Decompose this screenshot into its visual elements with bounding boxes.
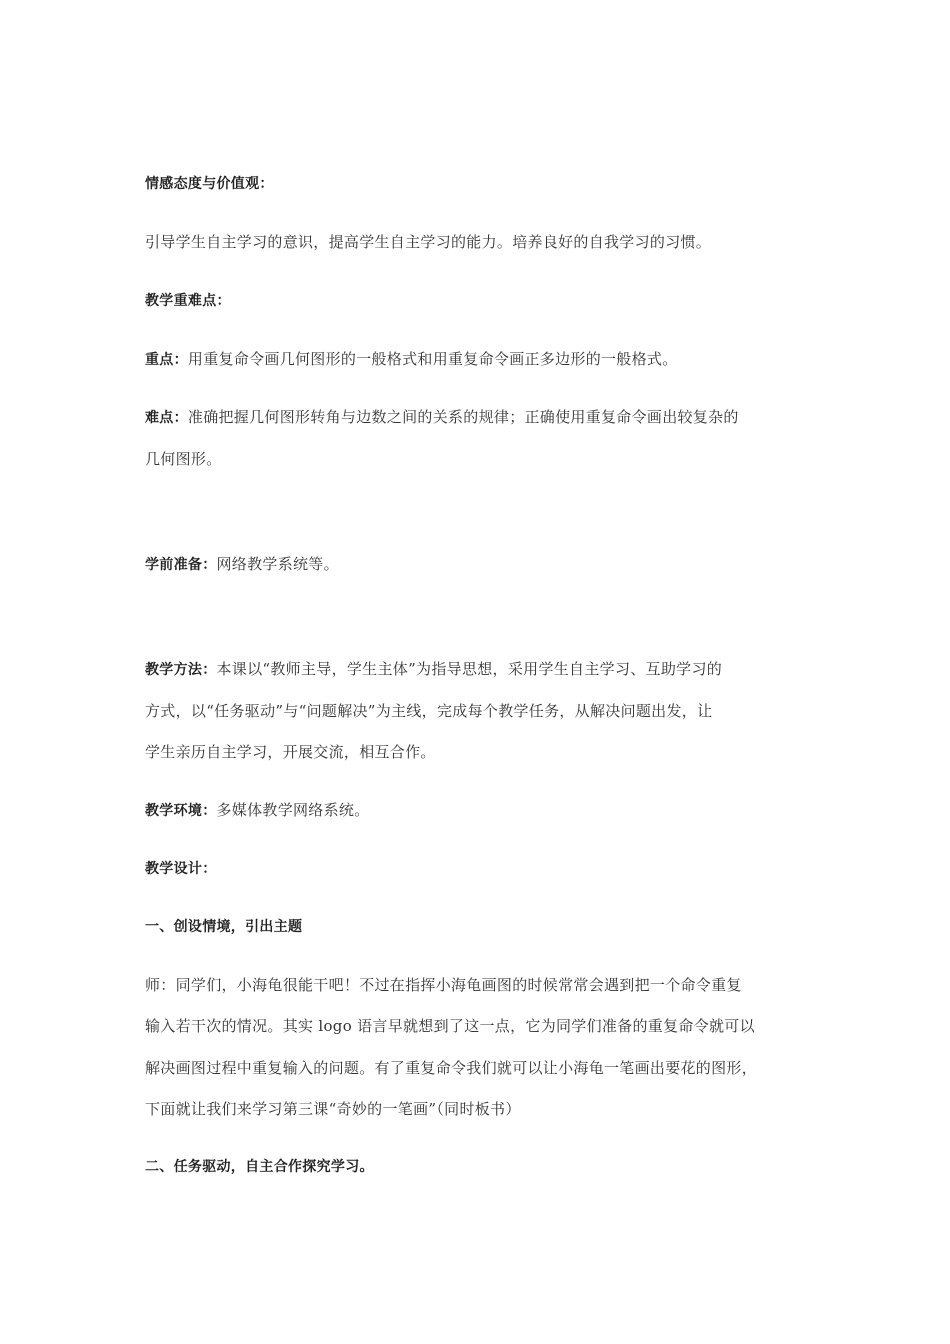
difficulty-label: 难点： — [145, 410, 188, 426]
teacher-text-line4: 下面就让我们来学习第三课“奇妙的一笔画”（同时板书） — [145, 1100, 521, 1118]
teacher-text-line2: 输入若干次的情况。其实 logo 语言早就想到了这一点，它为同学们准备的重复命令就可以 — [145, 1017, 755, 1035]
attitude-heading: 情感态度与价值观： — [145, 176, 274, 192]
method-paragraph — [145, 659, 810, 680]
difficulty-text-line1: 准确把握几何图形转角与边数之间的关系的规律；正确使用重复命令画出较复杂的 — [187, 408, 739, 426]
teacher-text-line1: 师：同学们，小海龟很能干吧！不过在指挥小海龟画图的时候常常会遇到把一个命令重复 — [145, 976, 742, 994]
difficulty-text-line2: 几何图形。 — [145, 450, 222, 468]
env-text: 多媒体教学网络系统。 — [216, 801, 370, 819]
teacher-text-line3: 解决画图过程中重复输入的问题。有了重复命令我们就可以让小海龟一笔画出要花的图形， — [145, 1059, 758, 1077]
key-point-text: 用重复命令画几何图形的一般格式和用重复命令画正多边形的一般格式。 — [187, 350, 678, 368]
difficulty-paragraph — [145, 407, 810, 428]
key-point-paragraph — [145, 349, 810, 370]
method-text-line1: 本课以“教师主导，学生主体”为指导思想，采用学生自主学习、互助学习的 — [216, 660, 723, 678]
key-points-heading: 教学重难点： — [145, 293, 231, 309]
prep-paragraph — [145, 554, 810, 575]
prep-label: 学前准备： — [145, 557, 217, 573]
prep-text: 网络教学系统等。 — [216, 555, 339, 573]
method-label: 教学方法： — [145, 662, 217, 678]
method-text-line2: 方式，以“任务驱动”与“问题解决”为主线，完成每个教学任务，从解决问题出发，让 — [145, 702, 713, 720]
section2-heading: 二、任务驱动，自主合作探究学习。 — [145, 1159, 374, 1175]
env-paragraph — [145, 800, 810, 821]
attitude-text: 引导学生自主学习的意识，提高学生自主学习的能力。培养良好的自我学习的习惯。 — [145, 233, 712, 251]
method-text-line3: 学生亲历自主学习，开展交流，相互合作。 — [145, 743, 436, 761]
key-point-label: 重点： — [145, 352, 188, 368]
section1-heading: 一、创设情境，引出主题 — [145, 919, 303, 935]
design-heading: 教学设计： — [145, 861, 217, 877]
env-label: 教学环境： — [145, 803, 217, 819]
